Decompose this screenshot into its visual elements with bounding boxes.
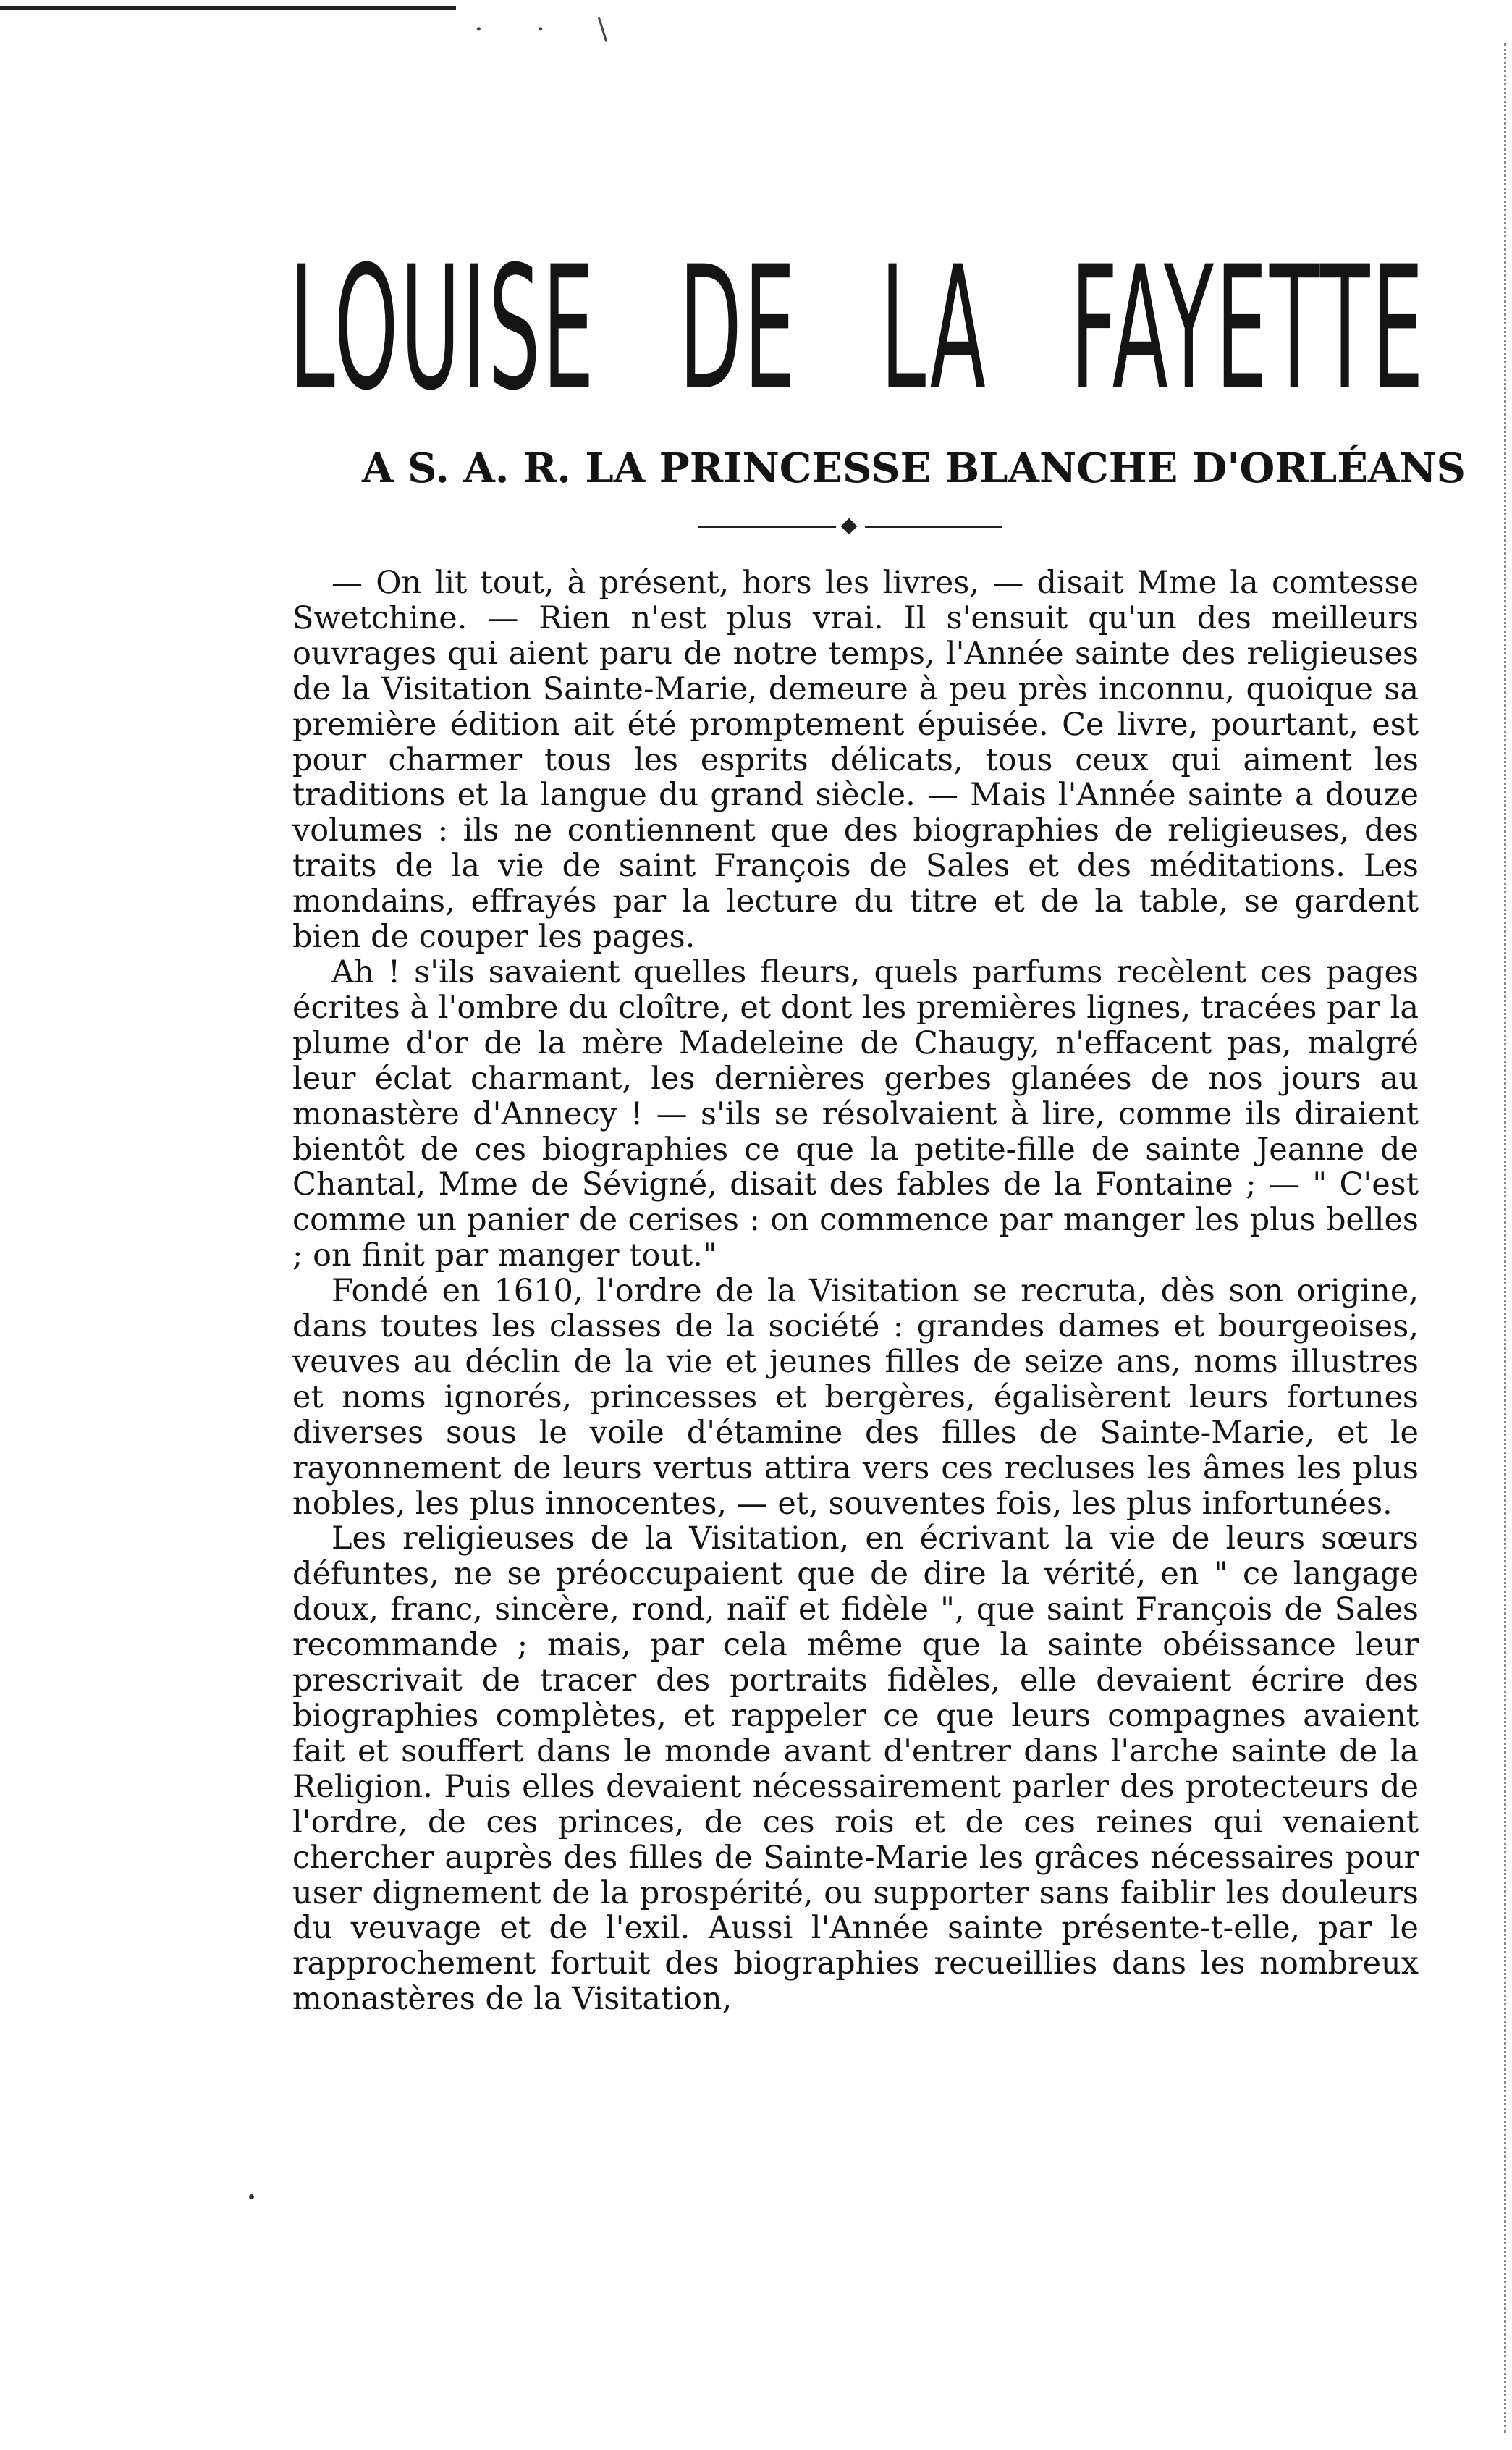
- paragraph-3: Fondé en 1610, l'ordre de la Visitation se recruta, dès son origine, dans toutes les classes de la société : grandes dames et bourgeoises, veuves au déclin de la vie et jeunes filles de seize ans, noms illustres et noms ignorés, princesses et bergères, égalisèrent leurs fortunes diverses sous le voile d'étamine des filles de Sainte-Marie, et le rayonnement de leurs vertus attira vers ces recluses les âmes les plus nobles, les plus innocentes, — et, souventes fois, les plus infortunées.: [292, 1273, 1419, 1522]
- ornament-rule: [698, 519, 1002, 534]
- dedication: A S. A. R. LA PRINCESSE BLANCHE D'ORLÉANS: [362, 445, 1466, 492]
- print-specks: · · \: [474, 13, 630, 46]
- paragraph-2: Ah ! s'ils savaient quelles fleurs, quels parfums recèlent ces pages écrites à l'ombre du cloître, et dont les premières lignes, tracées par la plume d'or de la mère Madeleine de Chaugy, n'effacent pas, malgré leur éclat charmant, les dernières gerbes glanées de nos jours au monastère d'Annecy ! — s'ils se résolvaient à lire, comme ils diraient bientôt de ces biographies ce que la petite-fille de sainte Jeanne de Chantal, Mme de Sévigné, disait des fables de la Fontaine ; — " C'est comme un panier de cerises : on commence par manger les plus belles ; on finit par manger tout.": [292, 954, 1419, 1274]
- top-rule: [0, 6, 456, 10]
- paragraph-1: — On lit tout, à présent, hors les livres, — disait Mme la comtesse Swetchine. — Rien n'est plus vrai. Il s'ensuit qu'un des meilleurs ouvrages qui aient paru de notre temps, l'Année sainte des religieuses de la Visitation Sainte-Marie, demeure à peu près inconnu, quoique sa première édition ait été promptement épuisée. Ce livre, pourtant, est pour charmer tous les esprits délicats, tous ceux qui aiment les traditions et la langue du grand siècle. — Mais l'Année sainte a douze volumes : ils ne contiennent que des biographies de religieuses, des traits de la vie de saint François de Sales et des méditations. Les mondains, effrayés par la lecture du titre et de la table, se gardent bien de couper les pages.: [292, 565, 1419, 956]
- scan-edge: [1502, 43, 1506, 2433]
- page-title: LOUISE DE LA FAYETTE: [290, 230, 1426, 428]
- print-speck: [249, 2194, 254, 2199]
- paragraph-4: Les religieuses de la Visitation, en écrivant la vie de leurs sœurs défuntes, ne se préoccupaient que de dire la vérité, en " ce langage doux, franc, sincère, rond, naïf et fidèle ", que saint François de Sales recommande ; mais, par cela même que la sainte obéissance leur prescrivait de tracer des portraits fidèles, elle devaient écrire des biographies complètes, et rappeler ce que leurs compagnes avaient fait et souffert dans le monde avant d'entrer dans l'arche sainte de la Religion. Puis elles devaient nécessairement parler des protecteurs de l'ordre, de ces princes, de ces rois et de ces reines qui venaient chercher auprès des filles de Sainte-Marie les grâces nécessaires pour user dignement de la prospérité, ou supporter sans faiblir les douleurs du veuvage et de l'exil. Aussi l'Année sainte présente-t-elle, par le rapprochement fortuit des biographies recueillies dans les nombreux monastères de la Visitation,: [292, 1520, 1419, 2018]
- body-text: [292, 565, 1419, 2017]
